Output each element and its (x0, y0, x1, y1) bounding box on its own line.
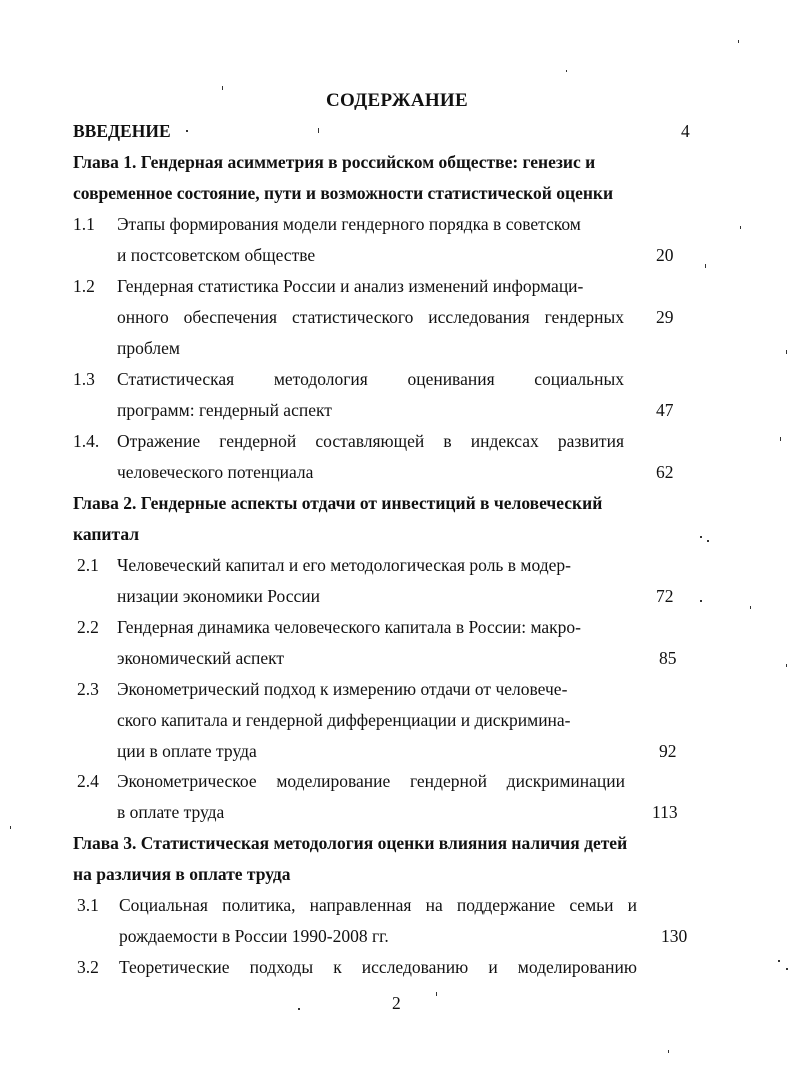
chapter2-heading-line1: Глава 2. Гендерные аспекты отдачи от инвестиций в человеческий (73, 493, 603, 513)
scan-speck (318, 128, 319, 133)
scan-speck (566, 70, 567, 72)
scan-speck (10, 826, 11, 829)
scan-speck (738, 40, 739, 43)
scan-speck (705, 264, 706, 268)
section-page: 72 (656, 586, 674, 606)
scan-speck (298, 1008, 300, 1010)
section-page: 29 (656, 307, 674, 327)
chapter3-heading-line2: на различия в оплате труда (73, 864, 291, 884)
section-title-line: Социальная политика, направленная на поддержание семьи и (119, 895, 637, 915)
section-number: 1.3 (73, 369, 95, 389)
section-page: 47 (656, 400, 674, 420)
scan-speck (700, 536, 702, 538)
scan-speck (436, 992, 437, 996)
section-number: 2.4 (77, 771, 99, 791)
section-title-line: Эконометрический подход к измерению отдачи от человече- (117, 679, 568, 699)
scan-speck (786, 350, 787, 354)
section-title-line: ского капитала и гендерной дифференциации и дискримина- (117, 710, 571, 730)
section-title-line: проблем (117, 338, 180, 358)
section-title-line: Этапы формирования модели гендерного порядка в советском (117, 214, 581, 234)
section-page: 113 (652, 802, 678, 822)
chapter3-heading-line1: Глава 3. Статистическая методология оценки влияния наличия детей (73, 833, 628, 853)
section-page: 85 (659, 648, 677, 668)
intro-page: 4 (681, 121, 690, 141)
section-title-line: Отражение гендерной составляющей в индексах развития (117, 431, 624, 451)
chapter1-heading-line1: Глава 1. Гендерная асимметрия в российском обществе: генезис и (73, 152, 596, 172)
section-number: 1.4. (73, 431, 100, 451)
section-title-line: Гендерная статистика России и анализ изменений информаци- (117, 276, 584, 296)
section-title-line: низации экономики России (117, 586, 320, 606)
section-title-line: ции в оплате труда (117, 741, 257, 761)
scan-speck (186, 130, 188, 132)
section-number: 3.1 (77, 895, 99, 915)
scan-speck (668, 1050, 669, 1053)
section-title-line: Гендерная динамика человеческого капитала в России: макро- (117, 617, 581, 637)
section-title-line: Эконометрическое моделирование гендерной дискриминации (117, 771, 625, 791)
page-title: СОДЕРЖАНИЕ (326, 90, 468, 111)
scan-speck (750, 606, 751, 609)
section-title-line: человеческого потенциала (117, 462, 314, 482)
scan-speck (780, 437, 781, 441)
section-page: 20 (656, 245, 674, 265)
section-title-line: программ: гендерный аспект (117, 400, 332, 420)
section-title-line: Теоретические подходы к исследованию и моделированию (119, 957, 637, 977)
chapter1-heading-line2: современное состояние, пути и возможности статистической оценки (73, 183, 614, 203)
section-number: 2.3 (77, 679, 99, 699)
scan-speck (707, 540, 709, 542)
section-number: 2.2 (77, 617, 99, 637)
intro-label: ВВЕДЕНИЕ (73, 121, 171, 141)
section-page: 130 (661, 926, 688, 946)
section-number: 1.1 (73, 214, 95, 234)
page-number: 2 (392, 993, 401, 1013)
section-title-line: экономический аспект (117, 648, 285, 668)
section-title-line: Статистическая методология оценивания социальных (117, 369, 624, 389)
section-number: 3.2 (77, 957, 99, 977)
section-title-line: в оплате труда (117, 802, 225, 822)
section-title-line: онного обеспечения статистического исследования гендерных (117, 307, 624, 327)
scan-speck (700, 600, 702, 602)
section-title-line: Человеческий капитал и его методологическая роль в модер- (117, 555, 571, 575)
section-page: 62 (656, 462, 674, 482)
scan-speck (786, 664, 787, 667)
scan-speck (740, 226, 741, 229)
section-number: 1.2 (73, 276, 95, 296)
scan-speck (786, 968, 788, 970)
section-title-line: рождаемости в России 1990-2008 гг. (119, 926, 389, 946)
chapter2-heading-line2: капитал (73, 524, 140, 544)
scan-speck (222, 86, 223, 90)
section-number: 2.1 (77, 555, 99, 575)
section-title-line: и постсоветском обществе (117, 245, 316, 265)
section-page: 92 (659, 741, 677, 761)
scan-speck (778, 960, 780, 962)
